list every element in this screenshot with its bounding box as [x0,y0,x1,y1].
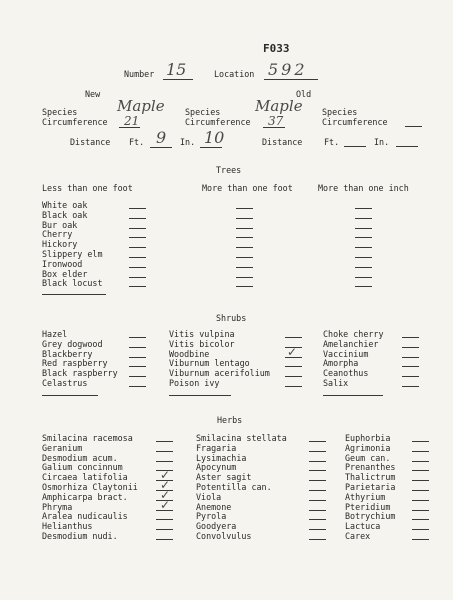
answer-blank [236,237,253,238]
answer-blank [355,247,372,248]
tree-item: Slippery elm [42,248,103,259]
ft-blank [150,147,172,148]
checkmark-icon: ✓ [287,345,298,359]
answer-blank [412,461,429,462]
checkmark-icon: ✓ [160,478,171,492]
herb-item: Osmorhiza Claytonii [42,481,138,492]
answer-blank [285,337,302,338]
answer-blank [285,376,302,377]
shrub-extra-blank-1 [42,395,98,396]
herb-item: Smilacina stellata [196,433,287,443]
answer-blank [309,529,326,530]
circumference-label-2: Circumference [185,117,251,127]
number-blank [163,79,193,80]
herb-item: Galium concinnum [42,462,123,473]
herb-item: Circaea latifolia [42,472,128,483]
shrub-item: Viburnum acerifolium [169,368,270,379]
answer-blank [129,228,146,229]
shrub-extra-blank-3 [323,395,383,396]
answer-blank [412,490,429,491]
answer-blank [236,208,253,209]
answer-blank [129,386,146,387]
answer-blank [309,461,326,462]
answer-blank [285,386,302,387]
answer-blank [236,257,253,258]
ft-value: 9 [156,128,167,147]
third-circumference-blank [405,126,422,127]
herb-item: Helianthus [42,521,93,532]
new-species-value: Maple [117,97,165,115]
answer-blank [412,529,429,530]
distance-label-1: Distance [70,137,111,147]
answer-blank [309,480,326,481]
answer-blank [402,386,419,387]
location-label: Location [214,69,255,79]
herb-item: Apocynum [196,462,237,473]
answer-blank [309,539,326,540]
shrub-item: Vitis bicolor [169,338,235,349]
answer-blank [129,267,146,268]
answer-blank [309,519,326,520]
shrub-item: Blackberry [42,348,93,359]
trees-title: Trees [216,165,242,175]
new-circumference-value: 21 [124,114,140,128]
answer-blank [355,267,372,268]
answer-blank [309,490,326,491]
herb-item: Lysimachia [196,452,247,463]
herb-item: Smilacina racemosa [42,433,133,443]
answer-blank [355,228,372,229]
shrub-item: Viburnum lentago [169,358,250,369]
herb-item: Geum can. [345,452,391,463]
answer-blank [129,286,146,287]
tree-item: Box elder [42,268,88,279]
herb-item: Phryma [42,501,73,512]
shrub-item: Choke cherry [323,329,384,339]
answer-blank [236,277,253,278]
answer-blank [285,366,302,367]
answer-blank [412,510,429,511]
trees-list [42,201,103,289]
circumference-label-1: Circumference [42,117,108,127]
in-label-1: In. [180,137,196,147]
shrubs-title: Shrubs [216,313,247,323]
shrub-item: Hazel [42,329,68,339]
herb-item: Prenanthes [345,462,396,473]
answer-blank [129,218,146,219]
circumference-label-3: Circumference [322,117,388,127]
answer-blank [412,500,429,501]
answer-blank [412,441,429,442]
herb-item: Viola [196,491,222,502]
trees-col-header-3: More than one inch [318,183,409,193]
checkmark-icon: ✓ [160,468,171,482]
herbs-col-2 [196,434,287,542]
answer-blank [402,366,419,367]
herb-item: Desmodium acum. [42,452,118,463]
number-label: Number [124,69,155,79]
answer-blank [129,366,146,367]
answer-blank [412,480,429,481]
answer-blank [402,347,419,348]
answer-blank [309,441,326,442]
herb-item: Anemone [196,501,232,512]
location-value: 592 [268,60,308,79]
answer-blank [236,267,253,268]
shrub-item: Woodbine [169,348,210,359]
tree-item: Ironwood [42,258,83,269]
tree-item: Cherry [42,229,73,240]
shrubs-col-2 [169,330,270,389]
herb-item: Thalictrum [345,472,396,483]
shrub-item: Amelanchier [323,338,379,349]
answer-blank [412,519,429,520]
herb-item: Pyrola [196,511,227,522]
old-circumference-value: 37 [268,114,284,128]
in-value: 10 [204,128,225,147]
answer-blank [309,470,326,471]
herb-item: Potentilla can. [196,481,272,492]
shrub-item: Salix [323,377,349,388]
herb-item: Convolvulus [196,530,252,541]
answer-blank [402,337,419,338]
herb-item: Agrimonia [345,442,391,453]
shrub-item: Amorpha [323,358,359,369]
answer-blank [129,357,146,358]
answer-blank [129,277,146,278]
in-blank-2 [396,146,418,147]
shrub-item: Red raspberry [42,358,108,369]
distance-label-2: Distance [262,137,303,147]
answer-blank [355,257,372,258]
species-label-3: Species [322,107,358,117]
tree-item: Black oak [42,209,88,220]
answer-blank [156,441,173,442]
herb-item: Euphorbia [345,433,391,443]
ft-label-1: Ft. [129,137,145,147]
herbs-title: Herbs [217,415,243,425]
herb-item: Botrychium [345,511,396,522]
answer-blank [309,500,326,501]
answer-blank [412,451,429,452]
answer-blank [355,286,372,287]
tree-item: Bur oak [42,219,78,230]
shrubs-col-1 [42,330,118,389]
new-label: New [85,89,101,99]
tree-extra-blank [42,294,106,295]
in-blank [200,147,222,148]
answer-blank [355,208,372,209]
ft-blank-2 [344,146,366,147]
shrub-item: Black raspberry [42,368,118,379]
answer-blank [129,257,146,258]
herb-item: Geranium [42,442,83,453]
answer-blank [129,376,146,377]
answer-blank [309,451,326,452]
answer-blank [236,286,253,287]
answer-blank [236,247,253,248]
shrub-item: Grey dogwood [42,338,103,349]
herb-item: Fragaria [196,442,237,453]
herb-item: Lactuca [345,521,381,532]
answer-blank [129,247,146,248]
answer-blank [129,347,146,348]
in-label-2: In. [374,137,390,147]
answer-blank [236,228,253,229]
form-id: F033 [263,42,290,55]
trees-col-header-2: More than one foot [202,183,293,193]
number-value: 15 [166,60,187,79]
answer-blank [156,451,173,452]
answer-blank [236,218,253,219]
herb-item: Athyrium [345,491,386,502]
answer-blank [402,357,419,358]
answer-blank [156,539,173,540]
tree-item: Black locust [42,278,103,289]
tree-item: White oak [42,200,88,210]
answer-blank [309,510,326,511]
answer-blank [129,208,146,209]
shrubs-col-3 [323,330,384,389]
shrub-item: Poison ivy [169,377,220,388]
herb-item: Aralea nudicaulis [42,511,128,522]
herb-item: Aster sagit [196,472,252,483]
herb-item: Parietaria [345,481,396,492]
answer-blank [402,376,419,377]
shrub-item: Vaccinium [323,348,369,359]
trees-col-header-1: Less than one foot [42,183,133,193]
species-label-1: Species [42,107,78,117]
checkmark-icon: ✓ [160,498,171,512]
answer-blank [412,539,429,540]
answer-blank [355,277,372,278]
herbs-col-1 [42,434,138,542]
answer-blank [129,337,146,338]
old-circumference-blank [263,127,285,128]
shrub-extra-blank-2 [169,395,231,396]
new-circumference-blank [119,127,140,128]
herb-item: Desmodium nudi. [42,530,118,541]
answer-blank [156,519,173,520]
shrub-item: Celastrus [42,377,88,388]
answer-blank [412,470,429,471]
shrub-item: Vitis vulpina [169,329,235,339]
herb-item: Goodyera [196,521,237,532]
herb-item: Amphicarpa bract. [42,491,128,502]
ft-label-2: Ft. [324,137,340,147]
answer-blank [156,461,173,462]
herb-item: Carex [345,530,371,541]
location-blank [264,79,318,80]
answer-blank [355,237,372,238]
tree-item: Hickory [42,239,78,250]
herbs-col-3 [345,434,395,542]
species-label-2: Species [185,107,221,117]
answer-blank [129,237,146,238]
checkmark-icon: ✓ [160,488,171,502]
old-species-value: Maple [255,97,303,115]
answer-blank [156,529,173,530]
old-label: Old [296,89,312,99]
answer-blank [355,218,372,219]
herb-item: Pteridium [345,501,391,512]
shrub-item: Ceanothus [323,368,369,379]
